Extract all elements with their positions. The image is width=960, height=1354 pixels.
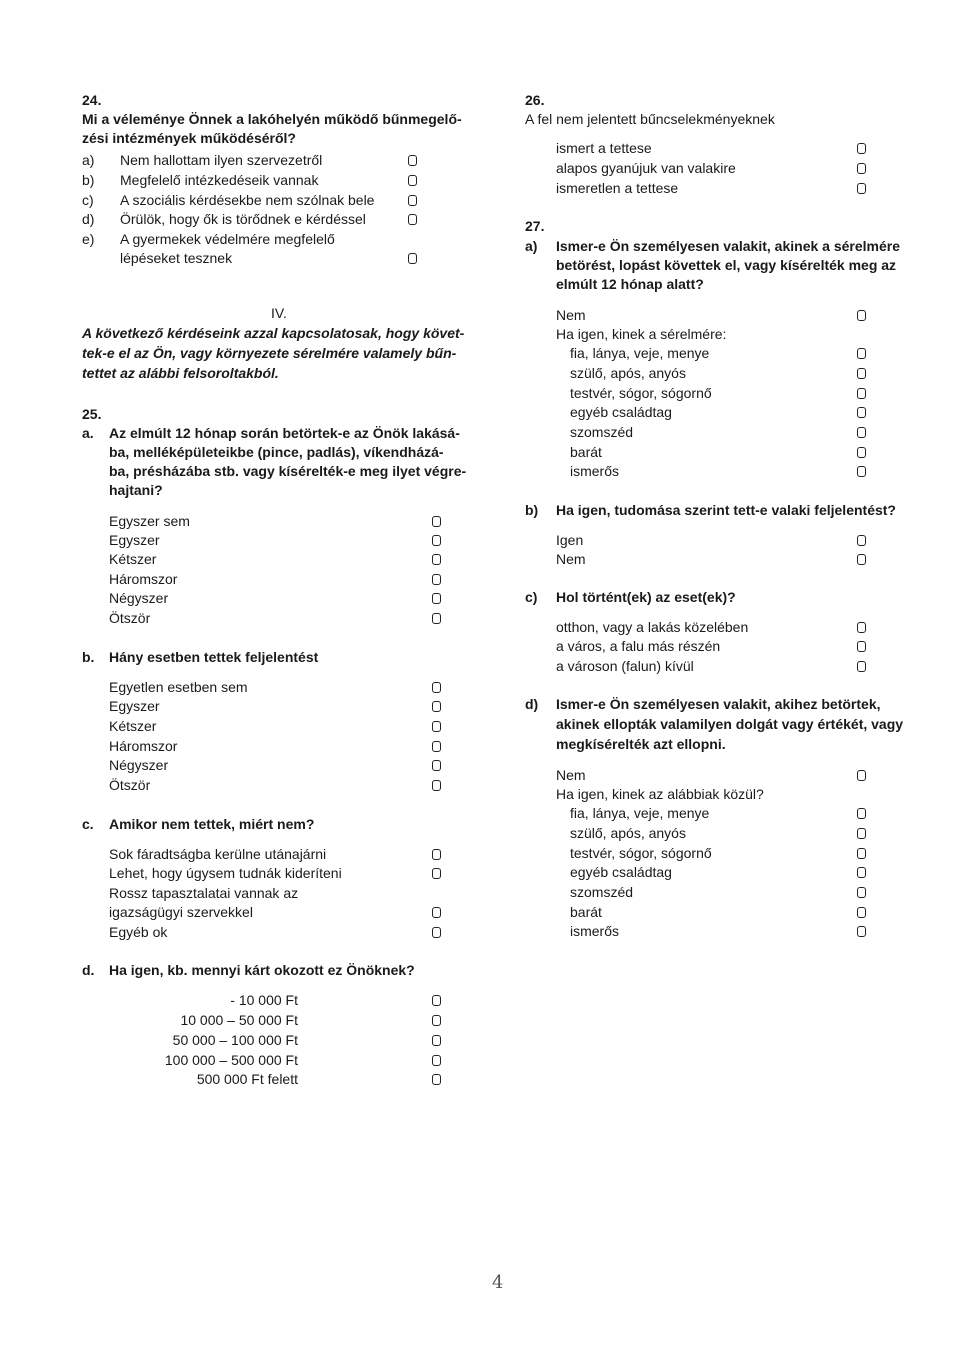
option-text: szülő, após, anyós <box>570 365 686 381</box>
checkbox[interactable] <box>857 535 866 546</box>
question-27a-text-cont: betörést, lopást követtek el, vagy kísérelték meg az <box>556 257 897 273</box>
checkbox[interactable] <box>432 593 441 604</box>
question-25b-text: Hány esetben tettek feljelentést <box>109 649 319 665</box>
option-text: testvér, sógor, sógornő <box>570 385 712 401</box>
checkbox[interactable] <box>857 622 866 633</box>
checkbox[interactable] <box>857 661 866 672</box>
checkbox[interactable] <box>432 554 441 565</box>
checkbox[interactable] <box>432 760 441 771</box>
option-text: ismert a tettese <box>556 140 652 156</box>
option-text: 500 000 Ft felett <box>196 1071 298 1087</box>
question-27a-text: Ismer-e Ön személyesen valakit, akinek a sérelmére <box>556 238 900 254</box>
checkbox[interactable] <box>857 183 866 194</box>
option-text: Ötször <box>109 610 151 626</box>
checkbox[interactable] <box>857 427 866 438</box>
option-text: A szociális kérdésekbe nem szólnak bele <box>120 192 375 208</box>
question-27d-text-cont: megkísérelték azt ellopni. <box>556 736 726 752</box>
question-25a-text-cont: hajtani? <box>109 482 163 498</box>
question-25a-text-cont: ba, présházába stb. vagy kísérelték-e meg ilyet végre- <box>109 463 467 479</box>
option-text-cont: lépéseket tesznek <box>120 250 233 266</box>
option-text: szülő, após, anyós <box>570 825 686 841</box>
checkbox[interactable] <box>408 253 417 264</box>
option-letter: a) <box>82 152 95 168</box>
option-text: alapos gyanújuk van valakire <box>556 160 736 176</box>
option-letter: c) <box>82 192 94 208</box>
checkbox[interactable] <box>408 195 417 206</box>
checkbox[interactable] <box>857 887 866 898</box>
subquestion-letter: b. <box>82 649 95 665</box>
option-text: egyéb családtag <box>570 404 672 420</box>
checkbox[interactable] <box>408 175 417 186</box>
option-text: Sok fáradtságba kerülne utánajárni <box>109 846 327 862</box>
checkbox[interactable] <box>857 388 866 399</box>
option-text: barát <box>570 904 602 920</box>
option-text: a város, a falu más részén <box>556 638 721 654</box>
question-27-number: 27. <box>525 218 545 234</box>
option-text: a városon (falun) kívül <box>556 658 694 674</box>
option-text: Kétszer <box>109 551 157 567</box>
checkbox[interactable] <box>432 1074 441 1085</box>
option-text: Egyszer sem <box>109 513 190 529</box>
option-text: Ötször <box>109 777 151 793</box>
question-24-title-cont: zési intézmények működéséről? <box>82 130 296 146</box>
checkbox[interactable] <box>857 867 866 878</box>
subquestion-letter: c. <box>82 816 94 832</box>
checkbox[interactable] <box>432 701 441 712</box>
subquestion-letter: c) <box>525 589 538 605</box>
option-text: Négyszer <box>109 590 169 606</box>
option-text: ismerős <box>570 463 620 479</box>
option-subheading: Ha igen, kinek az alábbiak közül? <box>556 786 764 802</box>
option-letter: e) <box>82 231 95 247</box>
checkbox[interactable] <box>857 163 866 174</box>
checkbox[interactable] <box>857 466 866 477</box>
checkbox[interactable] <box>857 368 866 379</box>
checkbox[interactable] <box>432 613 441 624</box>
checkbox[interactable] <box>857 907 866 918</box>
question-27d-text-cont: akinek ellopták valamilyen dolgát vagy értékét, vagy <box>556 716 904 732</box>
checkbox[interactable] <box>857 143 866 154</box>
option-text: barát <box>570 444 602 460</box>
option-text: - 10 000 Ft <box>230 992 298 1008</box>
checkbox[interactable] <box>432 682 441 693</box>
checkbox[interactable] <box>857 848 866 859</box>
question-27d-text: Ismer-e Ön személyesen valakit, akihez betörtek, <box>556 696 881 712</box>
option-text: Örülök, hogy ők is törődnek e kérdéssel <box>120 211 366 227</box>
checkbox[interactable] <box>432 868 441 879</box>
option-text: Háromszor <box>109 738 178 754</box>
option-text: szomszéd <box>570 884 634 900</box>
option-text: fia, lánya, veje, menye <box>570 345 710 361</box>
option-text: egyéb családtag <box>570 864 672 880</box>
checkbox[interactable] <box>408 155 417 166</box>
option-text: Egyéb ok <box>109 924 168 940</box>
option-text: testvér, sógor, sógornő <box>570 845 712 861</box>
option-text: Egyetlen esetben sem <box>109 679 248 695</box>
subquestion-letter: a. <box>82 425 94 441</box>
option-letter: b) <box>82 172 95 188</box>
section-intro: A következő kérdéseink azzal kapcsolatosak, hogy követ- <box>82 325 465 341</box>
question-25-number: 25. <box>82 406 102 422</box>
checkbox[interactable] <box>432 907 441 918</box>
question-25a-text-cont: ba, melléképületeikbe (pince, padlás), víkendházá- <box>109 444 444 460</box>
option-text: Nem <box>556 551 586 567</box>
option-text: Kétszer <box>109 718 157 734</box>
question-26-number: 26. <box>525 92 545 108</box>
question-27c-text: Hol történt(ek) az eset(ek)? <box>556 589 736 605</box>
subquestion-letter: b) <box>525 502 539 518</box>
section-intro-cont: tek-e el az Ön, vagy környezete sérelmére valamely bűn- <box>82 345 457 361</box>
checkbox[interactable] <box>432 721 441 732</box>
question-25a-text: Az elmúlt 12 hónap során betörtek-e az Önök lakásá- <box>109 425 460 441</box>
option-text: Megfelelő intézkedéseik vannak <box>120 172 319 188</box>
option-text: Nem <box>556 307 586 323</box>
option-letter: d) <box>82 211 95 227</box>
option-text: ismeretlen a tettese <box>556 180 679 196</box>
checkbox[interactable] <box>432 535 441 546</box>
option-text: 10 000 – 50 000 Ft <box>180 1012 298 1028</box>
checkbox[interactable] <box>432 849 441 860</box>
checkbox[interactable] <box>857 554 866 565</box>
option-text: Nem <box>556 767 586 783</box>
option-text: ismerős <box>570 923 620 939</box>
question-25c-text: Amikor nem tettek, miért nem? <box>109 816 315 832</box>
checkbox[interactable] <box>857 770 866 781</box>
checkbox[interactable] <box>432 927 441 938</box>
checkbox[interactable] <box>432 574 441 585</box>
section-intro-cont: tettet az alábbi felsoroltakból. <box>82 365 279 381</box>
question-25d-text: Ha igen, kb. mennyi kárt okozott ez Önöknek? <box>109 962 415 978</box>
checkbox[interactable] <box>432 741 441 752</box>
subquestion-letter: d. <box>82 962 95 978</box>
checkbox[interactable] <box>857 641 866 652</box>
option-text: fia, lánya, veje, menye <box>570 805 710 821</box>
option-text: 50 000 – 100 000 Ft <box>172 1032 298 1048</box>
question-26-title: A fel nem jelentett bűncselekményeknek <box>525 111 775 127</box>
option-text: Egyszer <box>109 532 160 548</box>
question-27a-text-cont: elmúlt 12 hónap alatt? <box>556 276 704 292</box>
option-text: Lehet, hogy úgysem tudnák kideríteni <box>109 865 342 881</box>
question-24-title: Mi a véleménye Önnek a lakóhelyén működő bűnmegelő- <box>82 111 462 127</box>
option-text: Háromszor <box>109 571 178 587</box>
checkbox[interactable] <box>857 348 866 359</box>
option-text: A gyermekek védelmére megfelelő <box>120 231 335 247</box>
checkbox[interactable] <box>432 780 441 791</box>
option-subheading: Ha igen, kinek a sérelmére: <box>556 326 727 342</box>
option-text: Négyszer <box>109 757 169 773</box>
option-text: Rossz tapasztalatai vannak az <box>109 885 299 901</box>
checkbox[interactable] <box>857 310 866 321</box>
section-heading: IV. <box>271 305 287 321</box>
checkbox[interactable] <box>857 407 866 418</box>
checkbox[interactable] <box>857 808 866 819</box>
checkbox[interactable] <box>857 828 866 839</box>
subquestion-letter: d) <box>525 696 539 712</box>
question-27b-text: Ha igen, tudomása szerint tett-e valaki feljelentést? <box>556 502 896 518</box>
checkbox[interactable] <box>432 516 441 527</box>
checkbox[interactable] <box>432 1035 441 1046</box>
page-number: 4 <box>492 1272 504 1293</box>
question-24-number: 24. <box>82 92 102 108</box>
option-text: Nem hallottam ilyen szervezetről <box>120 152 323 168</box>
checkbox[interactable] <box>857 926 866 937</box>
subquestion-letter: a) <box>525 238 538 254</box>
checkbox[interactable] <box>408 214 417 225</box>
option-text: 100 000 – 500 000 Ft <box>164 1052 298 1068</box>
checkbox[interactable] <box>432 995 441 1006</box>
checkbox[interactable] <box>432 1015 441 1026</box>
option-text: szomszéd <box>570 424 634 440</box>
checkbox[interactable] <box>857 447 866 458</box>
option-text-cont: igazságügyi szervekkel <box>109 904 253 920</box>
checkbox[interactable] <box>432 1055 441 1066</box>
option-text: Igen <box>556 532 584 548</box>
option-text: Egyszer <box>109 698 160 714</box>
option-text: otthon, vagy a lakás közelében <box>556 619 749 635</box>
